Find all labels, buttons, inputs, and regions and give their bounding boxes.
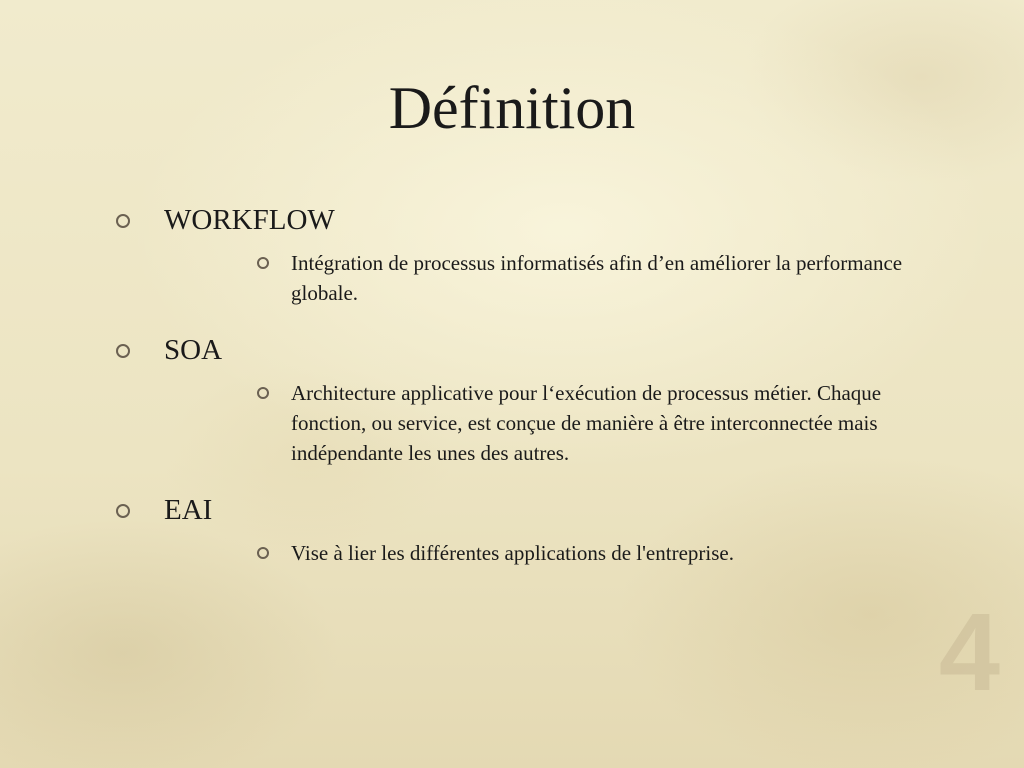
bullet-icon	[257, 257, 269, 269]
term-soa	[112, 328, 932, 372]
bullet-icon	[257, 547, 269, 559]
bullet-icon	[257, 387, 269, 399]
term-label: SOA	[164, 334, 223, 366]
definition-eai	[291, 538, 932, 568]
list-item	[112, 198, 932, 308]
term-label: WORKFLOW	[164, 204, 335, 236]
slide-number: 4	[938, 591, 998, 714]
definition-text: Vise à lier les différentes applications de l'entreprise.	[291, 541, 734, 565]
definition-text: Intégration de processus informatisés afin d’en améliorer la performance globale.	[291, 251, 903, 305]
list-item	[112, 328, 932, 468]
bullet-list	[112, 198, 932, 588]
term-label: EAI	[164, 494, 213, 526]
definition-workflow	[291, 248, 932, 308]
definition-text: Architecture applicative pour l‘exécution de processus métier. Chaque fonction, ou service, est conçue de manière à être interconnectée mais indépendante les unes des autres.	[291, 381, 882, 465]
bullet-icon	[116, 504, 130, 518]
list-item	[112, 488, 932, 568]
bullet-icon	[116, 214, 130, 228]
slide-title: Définition	[388, 75, 636, 141]
term-workflow	[112, 198, 932, 242]
bullet-icon	[116, 344, 130, 358]
term-eai	[112, 488, 932, 532]
definition-soa	[291, 378, 932, 468]
